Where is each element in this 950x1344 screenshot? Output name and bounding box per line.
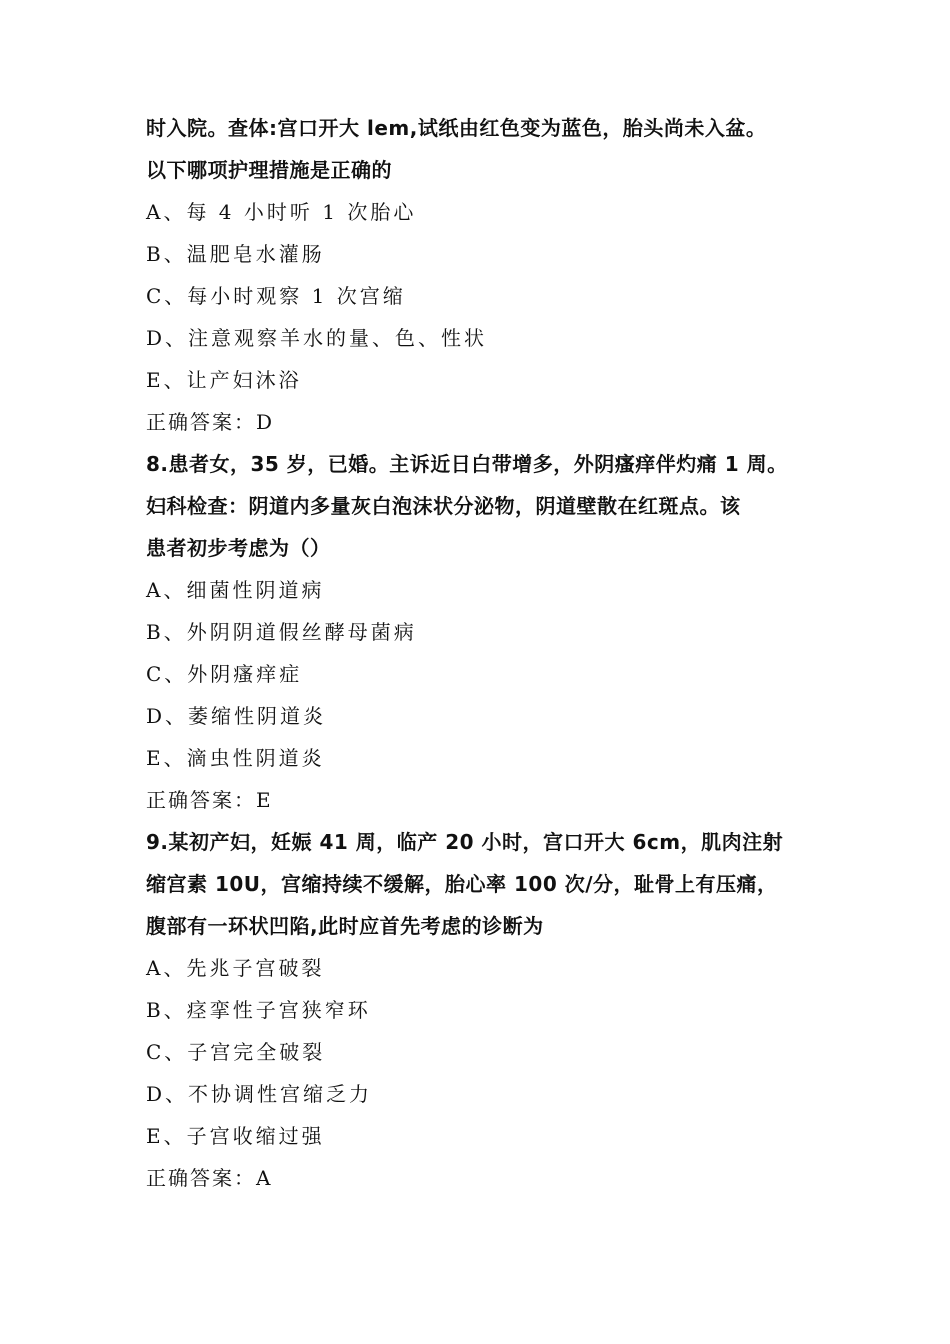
correct-answer: 正确答案：A <box>146 1166 273 1190</box>
question-8 <box>146 443 846 821</box>
option-c: C、外阴瘙痒症 <box>146 662 303 686</box>
option-b: B、温肥皂水灌肠 <box>146 242 325 266</box>
option-e: E、让产妇沐浴 <box>146 368 302 392</box>
question-9 <box>146 821 846 1199</box>
correct-answer: 正确答案：E <box>146 788 273 812</box>
option-b: B、痉挛性子宫狭窄环 <box>146 998 371 1022</box>
question-7 <box>146 107 846 443</box>
question-stem-line: 患者初步考虑为（） <box>146 536 331 560</box>
option-c: C、子宫完全破裂 <box>146 1040 326 1064</box>
document-page <box>146 107 846 1199</box>
option-a: A、先兆子宫破裂 <box>146 956 325 980</box>
option-d: D、注意观察羊水的量、色、性状 <box>146 326 488 350</box>
question-stem-line: 9.某初产妇，妊娠 41 周，临产 20 小时，宫口开大 6cm，肌肉注射 <box>146 830 784 854</box>
question-stem-line: 腹部有一环状凹陷,此时应首先考虑的诊断为 <box>146 914 544 938</box>
question-stem-line: 时入院。查体:宫口开大 lem,试纸由红色变为蓝色，胎头尚未入盆。 <box>146 116 767 140</box>
option-e: E、滴虫性阴道炎 <box>146 746 325 770</box>
option-c: C、每小时观察 1 次宫缩 <box>146 284 406 308</box>
option-d: D、不协调性宫缩乏力 <box>146 1082 373 1106</box>
option-d: D、萎缩性阴道炎 <box>146 704 327 728</box>
option-a: A、每 4 小时听 1 次胎心 <box>146 200 417 224</box>
correct-answer: 正确答案：D <box>146 410 275 434</box>
option-a: A、细菌性阴道病 <box>146 578 325 602</box>
question-stem-line: 8.患者女，35 岁，已婚。主诉近日白带增多，外阴瘙痒伴灼痛 1 周。 <box>146 452 788 476</box>
option-e: E、子宫收缩过强 <box>146 1124 325 1148</box>
option-b: B、外阴阴道假丝酵母菌病 <box>146 620 417 644</box>
question-stem-line: 以下哪项护理措施是正确的 <box>146 158 392 182</box>
question-stem-line: 妇科检查：阴道内多量灰白泡沫状分泌物，阴道壁散在红斑点。该 <box>146 494 741 518</box>
question-stem-line: 缩宫素 10U，宫缩持续不缓解，胎心率 100 次/分，耻骨上有压痛， <box>146 872 778 896</box>
